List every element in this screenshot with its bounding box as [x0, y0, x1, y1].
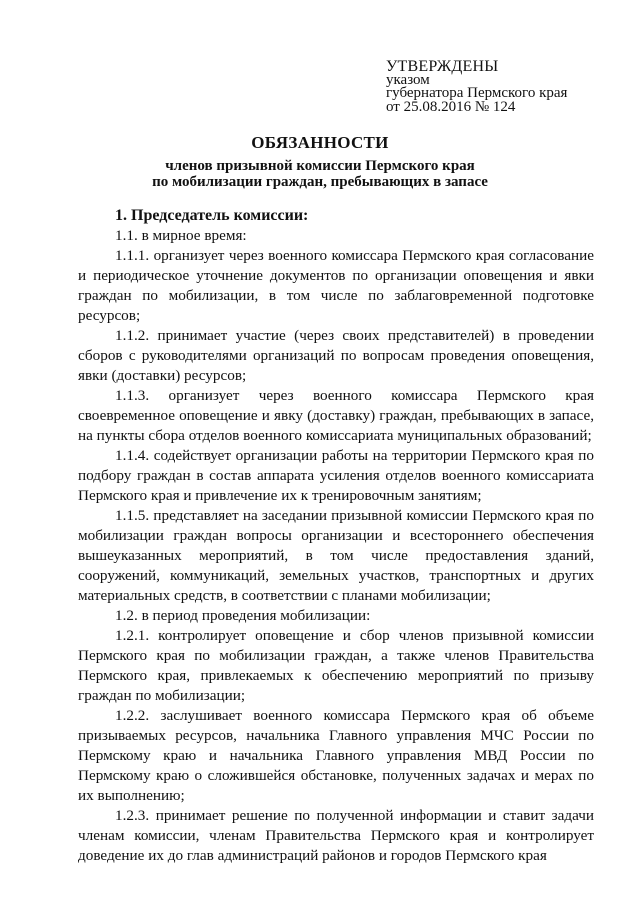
subsection-heading: 1.1. в мирное время: — [115, 227, 247, 244]
subtitle-line-1: членов призывной комиссии Пермского края — [165, 158, 475, 174]
paragraph: 1.1.1. организует через военного комиссара Пермского края согласование и периодическое уточнение документов по организации оповещения и явки граждан по мобилизации, в том числе по заблаговременной подготовке ресурсов; — [78, 247, 594, 324]
approval-line-approved: УТВЕРЖДЕНЫ — [386, 58, 499, 75]
paragraph: 1.1.4. содействует организации работы на территории Пермского края по подбору граждан в состав аппарата усиления отделов военного комиссариата Пермского края и привлечение их к тренировочным занятиям; — [78, 447, 594, 504]
approval-line-decree: указом — [386, 71, 430, 88]
document-body — [78, 206, 594, 866]
subsection-heading: 1.2. в период проведения мобилизации: — [115, 607, 371, 624]
document-subtitle — [0, 158, 640, 190]
approval-line-governor: губернатора Пермского края — [386, 85, 568, 101]
approval-stamp — [386, 60, 626, 114]
paragraph: 1.1.3. организует через военного комиссара Пермского края своевременное оповещение и явку (доставку) граждан, пребывающих в запасе, на пункты сбора отделов военного комиссариата муниципальных образований; — [78, 387, 594, 444]
subtitle-line-2: по мобилизации граждан, пребывающих в запасе — [152, 174, 488, 190]
paragraph: 1.2.3. принимает решение по полученной информации и ставит задачи членам комиссии, членам Правительства Пермского края и контролирует доведение их до глав администраций районов и городов Пермского края — [78, 807, 594, 864]
paragraph: 1.1.2. принимает участие (через своих представителей) в проведении сборов с руководителями организаций по вопросам проведения оповещения, явки (доставки) ресурсов; — [78, 327, 594, 384]
paragraph: 1.2.1. контролирует оповещение и сбор членов призывной комиссии Пермского края по мобилизации граждан, а также членов Правительства Пермского края, привлекаемых к обеспечению мероприятий по призыву граждан по мобилизации; — [78, 627, 594, 704]
document-title: ОБЯЗАННОСТИ — [251, 133, 389, 152]
section-heading: 1. Председатель комиссии: — [115, 207, 309, 224]
paragraph: 1.2.2. заслушивает военного комиссара Пермского края об объеме призываемых ресурсов, начальника Главного управления МЧС России по Пермскому краю и начальника Главного управления МВД России по Пермскому краю о сложившейся обстановке, полученных задачах и мерах по их выполнению; — [78, 707, 594, 804]
paragraph: 1.1.5. представляет на заседании призывной комиссии Пермского края по мобилизации граждан вопросы организации и всестороннего обеспечения вышеуказанных мероприятий, в том числе предоставления зданий, сооружений, коммуникаций, земельных участков, транспортных и других материальных средств, в соответствии с планами мобилизации; — [78, 507, 594, 604]
approval-line-date: от 25.08.2016 № 124 — [386, 98, 516, 115]
